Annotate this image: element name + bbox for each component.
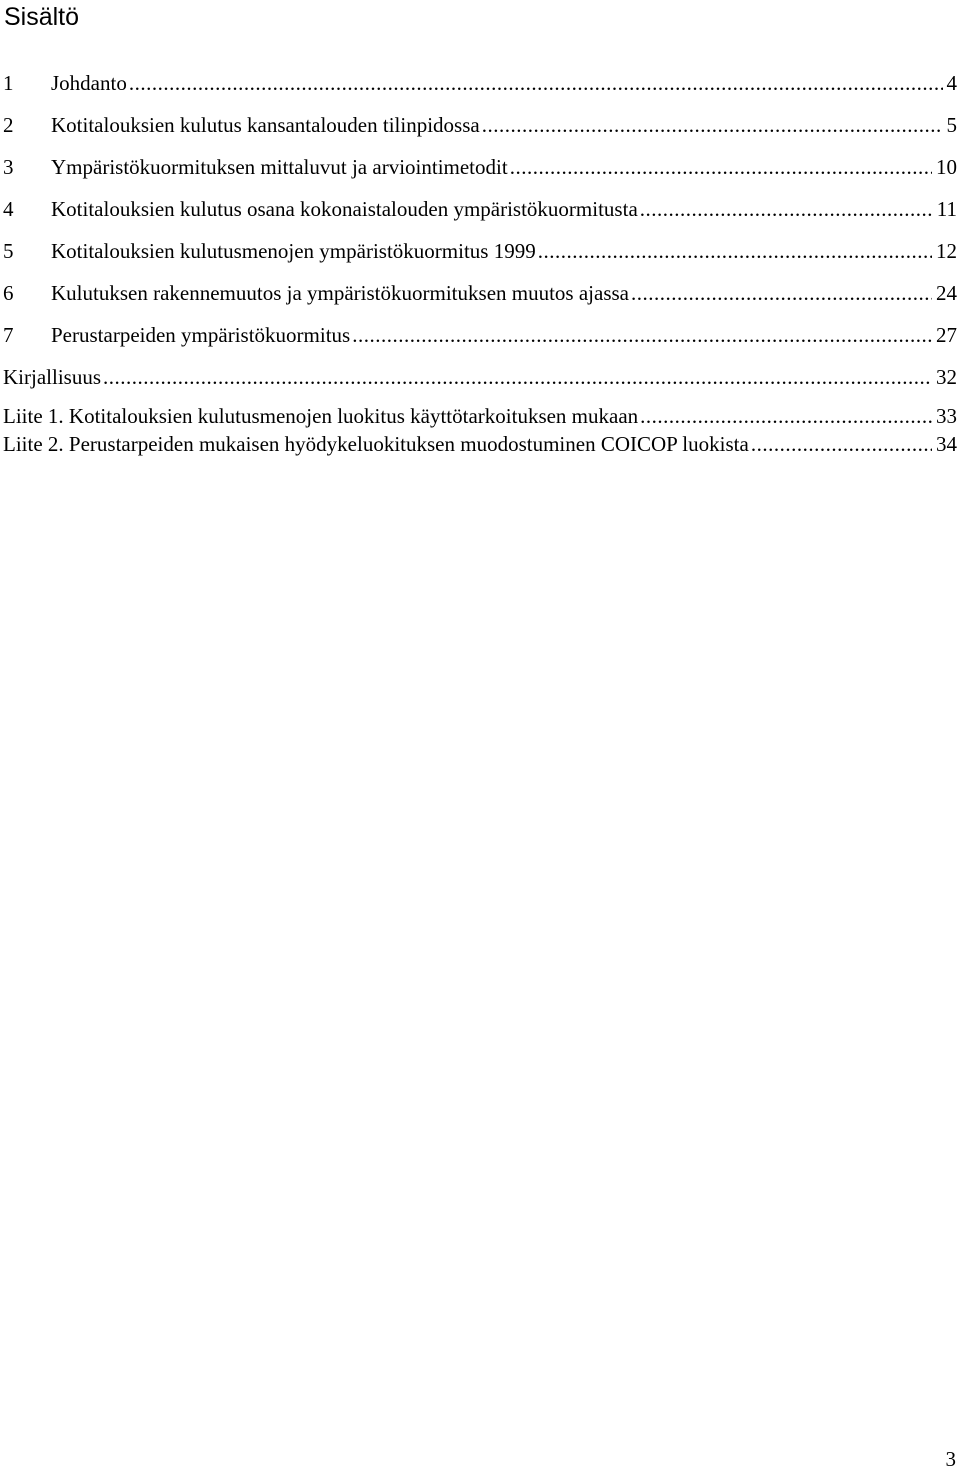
toc-entry-page: 4 bbox=[946, 71, 957, 95]
toc-entry-page: 27 bbox=[936, 323, 957, 347]
dot-leader bbox=[482, 104, 943, 146]
dot-leader bbox=[640, 188, 933, 230]
toc-entry-label: Ympäristökuormituksen mittaluvut ja arviointimetodit bbox=[51, 155, 508, 179]
dot-leader bbox=[510, 146, 932, 188]
toc-entry-number: 6 bbox=[3, 281, 14, 305]
toc-entry-page: 10 bbox=[936, 155, 957, 179]
toc-entry-number: 5 bbox=[3, 239, 14, 263]
dot-leader bbox=[538, 230, 932, 272]
toc-entry[interactable] bbox=[0, 146, 957, 188]
toc-entry-label: Liite 2. Perustarpeiden mukaisen hyödykeluokituksen muodostuminen COICOP luokista bbox=[3, 432, 749, 456]
toc-entry-page: 33 bbox=[936, 404, 957, 428]
toc-entry-page: 11 bbox=[936, 197, 957, 221]
toc-entry[interactable] bbox=[0, 104, 957, 146]
toc-entry-page: 24 bbox=[936, 281, 957, 305]
table-of-contents bbox=[0, 62, 957, 458]
toc-entry[interactable] bbox=[0, 356, 957, 398]
toc-entry-number: 7 bbox=[3, 323, 14, 347]
toc-entry[interactable] bbox=[0, 230, 957, 272]
toc-entry[interactable] bbox=[0, 272, 957, 314]
dot-leader bbox=[352, 314, 932, 356]
toc-entry-number: 4 bbox=[3, 197, 14, 221]
toc-entry-label: Kirjallisuus bbox=[3, 365, 101, 389]
page-number: 3 bbox=[945, 1447, 956, 1471]
dot-leader bbox=[103, 356, 932, 398]
toc-entry[interactable] bbox=[0, 188, 957, 230]
dot-leader bbox=[631, 272, 932, 314]
toc-entry[interactable] bbox=[0, 402, 957, 430]
toc-entry-label: Kotitalouksien kulutus osana kokonaistalouden ympäristökuormitusta bbox=[51, 197, 638, 221]
toc-entry-number: 2 bbox=[3, 113, 14, 137]
toc-entry[interactable] bbox=[0, 430, 957, 458]
toc-entry-label: Kotitalouksien kulutus kansantalouden tilinpidossa bbox=[51, 113, 480, 137]
toc-entry-page: 34 bbox=[936, 432, 957, 456]
dot-leader bbox=[640, 402, 932, 430]
toc-entry-label: Johdanto bbox=[51, 71, 127, 95]
toc-entry[interactable] bbox=[0, 62, 957, 104]
dot-leader bbox=[129, 62, 943, 104]
dot-leader bbox=[751, 430, 932, 458]
toc-entry-number: 1 bbox=[3, 71, 14, 95]
toc-entry-label: Liite 1. Kotitalouksien kulutusmenojen luokitus käyttötarkoituksen mukaan bbox=[3, 404, 639, 428]
toc-entry-number: 3 bbox=[3, 155, 14, 179]
toc-entry[interactable] bbox=[0, 314, 957, 356]
toc-entry-page: 32 bbox=[936, 365, 957, 389]
toc-entry-label: Kotitalouksien kulutusmenojen ympäristökuormitus 1999 bbox=[51, 239, 536, 263]
toc-entry-label: Perustarpeiden ympäristökuormitus bbox=[51, 323, 351, 347]
toc-entry-page: 5 bbox=[946, 113, 957, 137]
toc-entry-label: Kulutuksen rakennemuutos ja ympäristökuormituksen muutos ajassa bbox=[51, 281, 629, 305]
page-title: Sisältö bbox=[4, 3, 80, 31]
toc-entry-page: 12 bbox=[936, 239, 957, 263]
